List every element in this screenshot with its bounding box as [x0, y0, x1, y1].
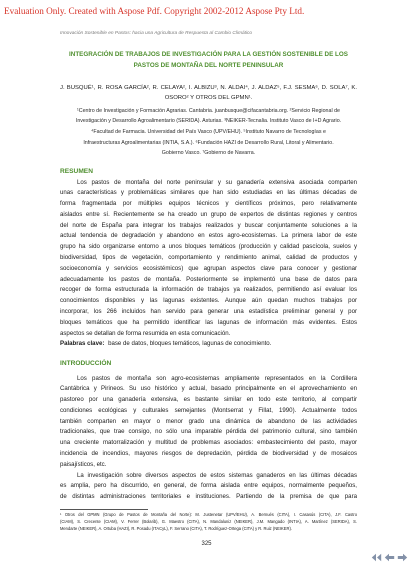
section-heading-resumen: RESUMEN — [60, 167, 93, 175]
section-heading-introduccion: INTRODUCCIÓN — [60, 360, 112, 367]
footnote-line: Mendarte (NEIKER), A. Ortuba (HAZI), R. Posadu (ITACyL), F. Serrano (CITA), T. Rodríguez-Ortega (CITA) y R. Ruiz (NEIKER). — [60, 526, 292, 531]
body-line: de distintas administraciones territoriales e instituciones. Partiendo de la premisa de que para — [60, 493, 357, 501]
body-line: pastoreo por una ganadería extensiva, es bastante similar en todo este territorio, al compartir — [60, 396, 357, 404]
affiliation-line: Investigación y Desarrollo Agroalimentario (SERIDA). Asturias. ³NEIKER-Tecnalia. Instituto Vasco de I+D Agrario. — [75, 118, 342, 125]
body-line: paisajísticos, etc. — [60, 460, 107, 468]
affiliation-line: Infraestructuras Agroalimentarias (INTIA, S.A.). ⁶Fundación HAZI de Desarrollo Rural, Litoral y Alimentario. — [83, 139, 334, 146]
title-line: PASTOS DE MONTAÑA DEL NORTE PENINSULAR — [133, 61, 284, 69]
page-navigation — [371, 553, 408, 562]
body-line: La investigación sobre diversos aspectos de estos sistemas ganaderos en las últimas décadas — [77, 471, 357, 479]
body-line: tradicionales, que trae consigo, no sólo una imparable pérdida del patrimonio cultural, sino también — [60, 428, 357, 436]
abstract-line: aspectos se detallan de forma resumida en esta comunicación. — [60, 329, 231, 337]
abstract-paragraph — [60, 178, 357, 351]
body-line: es amplia, pero ha discurrido, en general, de forma aislada entre equipos, normalmente pequeños, — [60, 482, 357, 490]
first-page-icon[interactable] — [371, 553, 382, 562]
footnote-separator — [60, 509, 148, 510]
keywords-label: Palabras clave: — [60, 340, 105, 348]
footnote-line: (CIAM), S. Crecente (CIAM), V. Ferrer (Bolarib), G. Maestro (CITA), N. Mandaluniz (NEIKER), J.M. Mangado (INTIA), A. Martínez (SERIDA), S. — [60, 519, 357, 524]
abstract-line: incorporar, los 266 incluidos han servido para generar una estadística preliminar general y por — [60, 308, 357, 316]
abstract-line: forma fragmentada por múltiples equipos técnicos y científicos próximos, pero relativamente — [60, 200, 357, 208]
body-line: condiciones ecológicas y culturales semejantes (Montserrat y Fillat, 1990). Actualmente todos — [60, 406, 357, 414]
paper-title — [60, 49, 357, 71]
abstract-line: aislados entre sí. Recientemente se ha creado un grupo de expertos de distintas regiones y centros — [60, 210, 357, 218]
body-line: incidencia de incendios, mayores riesgos de depredación, pérdida de biodiversidad y de mosaicos — [60, 450, 357, 458]
abstract-line: Los pastos de montaña del norte peninsular y su ganadería extensiva asociada comparten — [77, 178, 357, 186]
abstract-line: bloques temáticos que ha permitido identificar las lagunas de información más evidentes. Estos — [60, 318, 357, 326]
author-list — [60, 83, 357, 104]
affiliation-line: ¹Centro de Investigación y Formación Agrarias. Cantabria. juanbusque@cifacantabria.org. ²Servicio Regional de — [76, 107, 340, 114]
abstract-line: unas características y problemáticas similares que han sido estudiadas en las últimas décadas de — [60, 189, 357, 197]
abstract-line: adecuadamente los pastos de montaña. Posteriormente se implementó una base de datos para — [60, 275, 357, 283]
keywords-text: base de datos, bloques temáticos, lagunas de conocimiento. — [108, 340, 272, 348]
page-number: 325 — [201, 541, 212, 547]
author-line: OSORO² Y OTROS DEL GPMN¹. — [164, 95, 253, 102]
keywords-line — [60, 339, 357, 350]
next-page-icon[interactable] — [397, 553, 408, 562]
abstract-line: biodiversidad, tipos de vegetación, comportamiento y rendimiento animal, calidad de productos y — [60, 254, 357, 262]
body-line: Cantábrica y Pirineos. Su uso histórico y actual, basado principalmente en el aprovechamiento en — [60, 385, 357, 393]
title-line: INTEGRACIÓN DE TRABAJOS DE INVESTIGACIÓN PARA LA GESTIÓN SOSTENIBLE DE LOS — [69, 50, 348, 58]
body-line: también comparten en mayor o menor grado una dinámica de abandono de las actividades — [60, 417, 357, 425]
author-line: J. BUSQUÉ¹, R. ROSA GARCÍA², R. CELAYA², I. ALBIZU³, N. ALDAI⁴, J. ALDAZ⁵, F.J. SESMA⁶, D. SOLA⁷, K. — [60, 84, 357, 91]
abstract-line: grupo ha sido organizarse entorno a unos bloques temáticos (producción y calidad pascícola, suelos y — [60, 243, 357, 251]
evaluation-watermark: Evaluation Only. Created with Aspose Pdf. Copyright 2002-2012 Aspose Pty Ltd. — [4, 6, 305, 16]
body-line: una creciente matorralización y multitud de problemas asociados: embastecimiento del pasto, mayor — [60, 439, 357, 447]
running-header: Innovación Sostenible en Pastos: hacia una Agricultura de Respuesta al Cambio Climático — [60, 31, 253, 36]
affiliation-list — [60, 106, 357, 160]
abstract-line: socioeconomía y servicios ecosistémicos) que agrupan aspectos clave para conocer y gestionar — [60, 264, 357, 272]
body-line: Los pastos de montaña son agro-ecosistemas ampliamente representados en la Cordillera — [77, 374, 357, 382]
affiliation-line: Gobierno Vasco. ⁷Gobierno de Navarra. — [161, 150, 256, 157]
abstract-line: conocimientos disponibles y las lagunas existentes. Aunque aún quedan muchos trabajos por — [60, 297, 357, 305]
abstract-line: actual tendencia de degradación y abandono en estos agro-ecosistemas. La primera labor de este — [60, 232, 357, 240]
previous-page-icon[interactable] — [384, 553, 395, 562]
footnote-line: ¹ Otros del GPMN (Grupo de Pastos de Montaña del Norte): M. Justenetar (UPV/EHU), A. Bernués (CITA), I. Casasús (CITA), J.F. Castro — [60, 512, 357, 517]
introduction-body — [60, 374, 357, 504]
footnote — [60, 511, 357, 532]
affiliation-line: ⁴Facultad de Farmacia. Universidad del País Vasco (UPV/EHU). ⁵Instituto Navarro de Tecnologías e — [91, 128, 326, 135]
abstract-line: recoger de forma estructurada la información de trabajos ya realizados, permitiendo así evaluar los — [60, 286, 357, 294]
abstract-line: del norte de España para integrar los trabajos realizados y buscar conjuntamente soluciones a la — [60, 221, 357, 229]
